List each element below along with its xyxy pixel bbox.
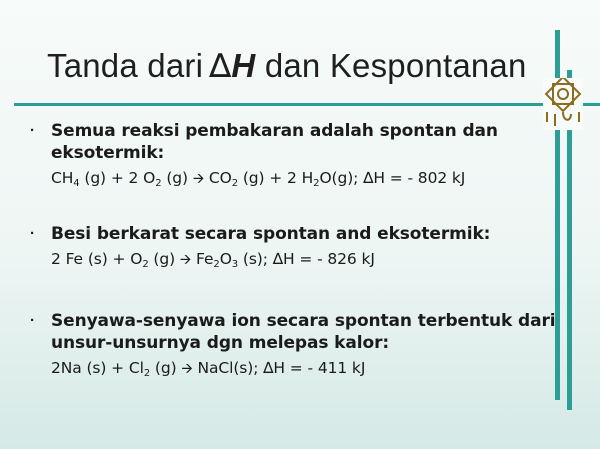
bullet-text: Besi berkarat secara spontan and eksotermik:	[51, 224, 491, 244]
title-delta: ∆	[209, 46, 232, 85]
title-variable: H	[231, 47, 256, 84]
bullet-item	[30, 120, 600, 190]
title-suffix: dan Kespontanan	[264, 47, 527, 84]
bullet-item	[30, 223, 600, 271]
equation: 2 Fe $(s) + O_2$ (g) 🡪 $Fe_2O_3$ (s); ∆H = - 826 kJ	[51, 250, 375, 270]
equation: $CH_4$ (g) + 2 $O_2$ (g) 🡪 $CO_2$ (g) + 2 $H_2O(g)$; ∆H = - 802 kJ	[51, 169, 466, 189]
bullet-text: Senyawa-senyawa ion secara spontan terbentuk dari unsur-unsurnya dgn melepas kalor:	[51, 311, 556, 353]
arrow-icon: 🡪	[179, 252, 192, 268]
title-divider	[14, 103, 600, 106]
title-prefix: Tanda dari	[47, 47, 204, 84]
arrow-icon: 🡪	[181, 361, 193, 377]
bullet-text: Semua reaksi pembakaran adalah spontan dan eksotermik:	[51, 121, 498, 163]
bullet-item	[30, 310, 600, 380]
arrow-icon: 🡪	[192, 171, 205, 187]
slide-title	[47, 46, 527, 85]
bullet-marker: ·	[30, 122, 35, 139]
bullet-marker: ·	[30, 312, 35, 329]
bullet-marker: ·	[30, 225, 35, 242]
equation: 2Na $(s) + Cl_2$ (g) 🡪 NaCl(s); ∆H = - 411 kJ	[51, 359, 366, 379]
